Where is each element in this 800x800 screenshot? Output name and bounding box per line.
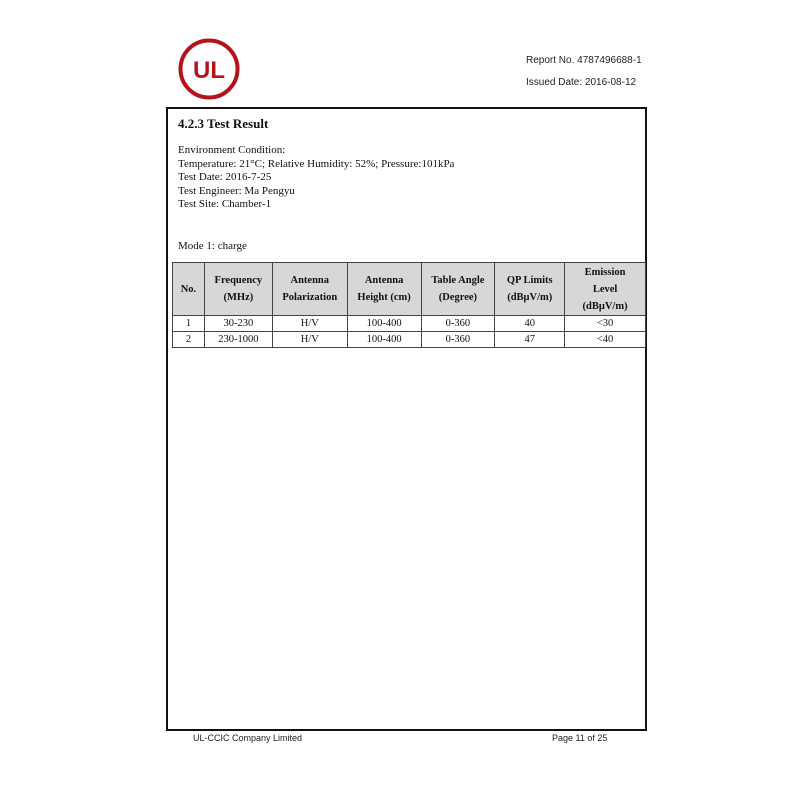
test-date: Test Date: 2016-7-25	[178, 171, 272, 183]
table-row	[173, 316, 646, 332]
cell-height: 100-400	[347, 332, 421, 348]
environment-conditions: Temperature: 21°C; Relative Humidity: 52%; Pressure:101kPa	[178, 157, 455, 170]
test-result-table	[172, 262, 646, 348]
col-header-no: No.	[173, 263, 205, 316]
cell-table-angle: 0-360	[421, 316, 495, 332]
cell-qp-limit: 40	[495, 316, 565, 332]
svg-text:UL: UL	[193, 57, 225, 84]
cell-frequency: 30-230	[204, 316, 272, 332]
footer-company: UL-CCIC Company Limited	[193, 733, 303, 743]
col-header-polarization: Antenna Polarization	[272, 263, 347, 316]
issued-date: Issued Date: 2016-08-12	[526, 77, 637, 88]
col-header-table-angle: Table Angle (Degree)	[421, 263, 495, 316]
ul-logo	[178, 38, 240, 100]
footer-page-number: Page 11 of 25	[552, 733, 608, 743]
cell-no: 1	[173, 316, 205, 332]
environment-label: Environment Condition:	[178, 144, 286, 156]
section-title: 4.2.3 Test Result	[178, 116, 269, 131]
cell-emission-level: <30	[565, 316, 646, 332]
col-header-frequency: Frequency (MHz)	[204, 263, 272, 316]
environment-block	[178, 144, 454, 212]
table-header-row	[173, 263, 646, 316]
cell-no: 2	[173, 332, 205, 348]
col-header-emission-level: Emission Level (dBμV/m)	[565, 263, 646, 316]
cell-qp-limit: 47	[495, 332, 565, 348]
test-site: Test Site: Chamber-1	[178, 198, 272, 210]
table-row	[173, 332, 646, 348]
cell-frequency: 230-1000	[204, 332, 272, 348]
report-number: Report No. 4787496688-1	[526, 55, 642, 66]
col-header-height: Antenna Height (cm)	[347, 263, 421, 316]
cell-height: 100-400	[347, 316, 421, 332]
cell-emission-level: <40	[565, 332, 646, 348]
cell-polarization: H/V	[272, 332, 347, 348]
mode-label: Mode 1: charge	[178, 240, 247, 252]
col-header-qp-limits: QP Limits (dBμV/m)	[495, 263, 565, 316]
cell-polarization: H/V	[272, 316, 347, 332]
test-engineer: Test Engineer: Ma Pengyu	[178, 184, 295, 197]
cell-table-angle: 0-360	[421, 332, 495, 348]
